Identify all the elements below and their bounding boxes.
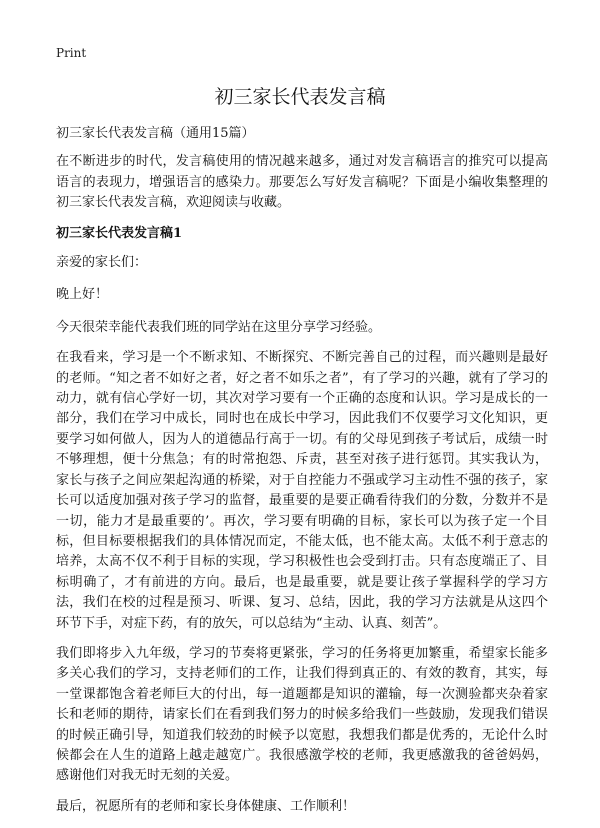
intro-paragraph: 在不断进步的时代，发言稿使用的情况越来越多，通过对发言稿语言的推究可以提高语言的表现力，增强语言的感染力。那要怎么写好发言稿呢？下面是小编收集整理的初三家长代表发言稿，欢迎阅读与收藏。 — [56, 154, 548, 211]
opening-paragraph: 今天很荣幸能代表我们班的同学站在这里分享学习经验。 — [56, 319, 382, 335]
closing-paragraph: 最后，祝愿所有的老师和家长身体健康、工作顺利！ — [56, 798, 356, 814]
page-title: 初三家长代表发言稿 — [214, 86, 386, 108]
article-subtitle: 初三家长代表发言稿（通用15篇） — [56, 126, 255, 141]
evening-greeting-paragraph: 晚上好！ — [56, 287, 109, 303]
grade-nine-paragraph: 我们即将步入九年级，学习的节奏将更紧张，学习的任务将更加繁重，希望家长能多多关心我们的学习，支持老师们的工作，让我们得到真正的、有效的教育，其实，每一堂课都饱含着老师巨大的付出，每一道题都是知识的灌输，每一次测验都夹杂着家长和老师的期待，请家长们在看到我们努力的时候多给我们一些鼓励，发现我们错误的时候正确引导，知道我们较劲的时候予以宽慰，我想我们都是优秀的，无论什么时候都会在人生的道路上越走越宽广。我很感激学校的老师，我更感激我的爸爸妈妈，感谢他们对我无时无刻的关爱。 — [56, 645, 548, 784]
print-link[interactable]: Print — [56, 46, 87, 60]
study-method-paragraph: 在我看来，学习是一个不断求知、不断探究、不断完善自己的过程，而兴趣则是最好的老师。“知之者不如好之者，好之者不如乐之者”，有了学习的兴趣，就有了学习的动力，就有信心学好一切，其次对学习要有一个正确的态度和认识。学习是成长的一部分，我们在学习中成长，同时也在成长中学习，因此我们不仅要学习文化知识，更要学习如何做人，因为人的道德品行高于一切。有的父母见到孩子考试后，成绩一时不够理想，便十分焦急；有的时常抱怨、斥责，甚至对孩子进行惩罚。其实我认为，家长与孩子之间应架起沟通的桥梁，对于自控能力不强或学习主动性不强的孩子，家长可以适度加强对孩子学习的监督，最重要的是要正确看待我们的分数，分数并不是一切，能力才是最重要的’。再次，学习要有明确的目标，家长可以为孩子定一个目标，但目标要根据我们的具体情况而定，不能太低，也不能太高。太低不利于意志的培养，太高不仅不利于目标的实现，学习积极性也会受到打击。只有态度端正了、目标明确了，才有前进的方向。最后，也是最重要，就是要让孩子掌握科学的学习方法，我们在校的过程是预习、听课、复习、总结，因此，我的学习方法就是从这四个环节下手，对症下药，有的放矢，可以总结为“主动、认真、刻苦”。 — [56, 350, 548, 631]
article-body — [56, 124, 548, 827]
section-heading: 初三家长代表发言稿1 — [56, 225, 183, 241]
greeting-paragraph: 亲爱的家长们： — [56, 255, 148, 271]
